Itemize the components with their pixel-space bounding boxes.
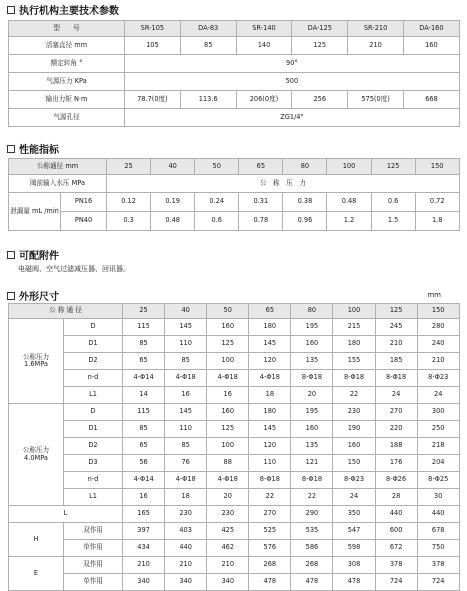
cell: 65: [239, 159, 283, 175]
cell: 525: [249, 523, 291, 540]
cell: 160: [333, 438, 375, 455]
section-title-dimensions: [7, 288, 59, 303]
cell: 30: [417, 489, 459, 506]
cell: PN16: [61, 193, 107, 212]
cell: 25: [123, 304, 165, 319]
row-label: 型 号: [9, 21, 125, 37]
checkbox-icon: [7, 292, 15, 300]
checkbox-icon: [7, 251, 15, 259]
row-label: n-d: [64, 370, 123, 387]
cell: 0.31: [239, 193, 283, 212]
cell: ZG1/4": [125, 109, 460, 127]
section-title-performance: [7, 141, 59, 156]
cell: 180: [249, 404, 291, 421]
cell: 20: [207, 489, 249, 506]
cell: DA-83: [180, 21, 236, 37]
row-label: 泄漏量 mL /min: [9, 193, 61, 231]
cell: 100: [207, 438, 249, 455]
group-4-0mpa: [9, 404, 460, 506]
cell: 210: [348, 37, 404, 55]
cell: DA-125: [292, 21, 348, 37]
cell: 150: [333, 455, 375, 472]
group-e: [9, 557, 460, 591]
table-row: [9, 109, 460, 127]
cell: 280: [417, 319, 459, 336]
cell: 195: [291, 404, 333, 421]
row-label: D: [64, 319, 123, 336]
table-row: [9, 336, 460, 353]
cell: 22: [291, 489, 333, 506]
cell: 535: [291, 523, 333, 540]
row-label: 气源压力 KPa: [9, 73, 125, 91]
cell: 440: [417, 506, 459, 523]
cell: 500: [125, 73, 460, 91]
cell: 85: [165, 438, 207, 455]
cell: 478: [249, 574, 291, 591]
section-title-text: 执行机构主要技术参数: [19, 6, 119, 17]
row-label: 活塞直径 mm: [9, 37, 125, 55]
cell: 105: [125, 37, 181, 55]
cell: SR-105: [125, 21, 181, 37]
table-row: [9, 159, 460, 175]
cell: 180: [333, 336, 375, 353]
cell: 478: [333, 574, 375, 591]
unit-label: mm: [427, 291, 441, 299]
table-row: [9, 540, 460, 557]
cell: 78.7(0度): [125, 91, 181, 109]
cell: 145: [249, 336, 291, 353]
cell: 110: [249, 455, 291, 472]
cell: 4-Φ18: [165, 472, 207, 489]
cell: 340: [207, 574, 249, 591]
cell: 340: [123, 574, 165, 591]
dimensions-table: [8, 303, 460, 591]
cell: 80: [291, 304, 333, 319]
cell: PN40: [61, 212, 107, 231]
cell: 8-Φ18: [333, 370, 375, 387]
cell: 160: [291, 336, 333, 353]
row-label: L1: [64, 489, 123, 506]
cell: 210: [207, 557, 249, 574]
cell: 145: [165, 404, 207, 421]
cell: 397: [123, 523, 165, 540]
table-row: [9, 489, 460, 506]
cell: 65: [249, 304, 291, 319]
cell: 0.78: [239, 212, 283, 231]
group-h: [9, 523, 460, 557]
cell: 176: [375, 455, 417, 472]
row-label: n-d: [64, 472, 123, 489]
cell: 250: [417, 421, 459, 438]
cell: 4-Φ14: [123, 370, 165, 387]
cell: 204: [417, 455, 459, 472]
group-label: E: [9, 557, 64, 591]
row-label: 单作用: [64, 540, 123, 557]
cell: 462: [207, 540, 249, 557]
cell: 28: [375, 489, 417, 506]
cell: 18: [165, 489, 207, 506]
row-label: 公称通径 mm: [9, 159, 107, 175]
cell: 85: [165, 353, 207, 370]
cell: 1.2: [327, 212, 371, 231]
cell: 308: [333, 557, 375, 574]
cell: 210: [375, 336, 417, 353]
cell: 115: [123, 319, 165, 336]
cell: 586: [291, 540, 333, 557]
cell: 76: [165, 455, 207, 472]
cell: 0.96: [283, 212, 327, 231]
cell: 185: [375, 353, 417, 370]
cell: 85: [123, 336, 165, 353]
cell: 80: [283, 159, 327, 175]
cell: 0.12: [107, 193, 151, 212]
cell: 16: [123, 489, 165, 506]
cell: 425: [207, 523, 249, 540]
table-row: [9, 404, 460, 421]
cell: 547: [333, 523, 375, 540]
cell: 140: [236, 37, 292, 55]
table-row: [9, 574, 460, 591]
cell: 8-Φ26: [375, 472, 417, 489]
cell: 165: [123, 506, 165, 523]
cell: 110: [165, 421, 207, 438]
row-label: L: [9, 506, 123, 523]
row-label: 额定转角 °: [9, 55, 125, 73]
cell: 378: [417, 557, 459, 574]
table-row: [9, 55, 460, 73]
group-1-6mpa: [9, 319, 460, 404]
table-row: [9, 319, 460, 336]
cell: 188: [375, 438, 417, 455]
cell: 8-Φ18: [249, 472, 291, 489]
cell: 14: [123, 387, 165, 404]
cell: 268: [249, 557, 291, 574]
cell: 0.6: [195, 212, 239, 231]
cell: 672: [375, 540, 417, 557]
cell: 20: [291, 387, 333, 404]
cell: 245: [375, 319, 417, 336]
cell: 206(0度): [236, 91, 292, 109]
cell: 750: [417, 540, 459, 557]
cell: 125: [371, 159, 415, 175]
cell: 1.8: [415, 212, 459, 231]
cell: 145: [249, 421, 291, 438]
cell: 24: [333, 489, 375, 506]
cell: 1.5: [371, 212, 415, 231]
cell: 215: [333, 319, 375, 336]
cell: 0.6: [371, 193, 415, 212]
cell: 668: [403, 91, 459, 109]
table-row: [9, 472, 460, 489]
table-row: [9, 21, 460, 37]
row-label: 阀前输入水压 MPa: [9, 175, 107, 193]
accessories-text: 电磁阀、空气过滤减压器、回讯器。: [18, 265, 130, 273]
cell: 8-Φ18: [291, 472, 333, 489]
cell: 40: [151, 159, 195, 175]
table-row: [9, 421, 460, 438]
cell: 110: [165, 336, 207, 353]
cell: 210: [417, 353, 459, 370]
cell: 120: [249, 438, 291, 455]
performance-table: [8, 158, 460, 231]
cell: 100: [327, 159, 371, 175]
cell: 8-Φ25: [417, 472, 459, 489]
cell: 85: [123, 421, 165, 438]
cell: 100: [333, 304, 375, 319]
table-row: [9, 353, 460, 370]
group-label: H: [9, 523, 64, 557]
checkbox-icon: [7, 145, 15, 153]
cell: 4-Φ14: [123, 472, 165, 489]
cell: 24: [417, 387, 459, 404]
cell: 22: [333, 387, 375, 404]
group-label: 公称压力 1.6MPa: [9, 319, 64, 404]
section-title-text: 外形尺寸: [19, 292, 59, 303]
cell: 256: [292, 91, 348, 109]
cell: 270: [249, 506, 291, 523]
actuator-spec-table: [8, 20, 460, 127]
cell: 598: [333, 540, 375, 557]
cell: 240: [417, 336, 459, 353]
cell: 125: [375, 304, 417, 319]
table-row: [9, 212, 460, 231]
cell: 22: [249, 489, 291, 506]
cell: 88: [207, 455, 249, 472]
section-title-accessories: [7, 247, 59, 262]
cell: 678: [417, 523, 459, 540]
cell: 210: [123, 557, 165, 574]
cell: DA-160: [403, 21, 459, 37]
cell: 115: [123, 404, 165, 421]
cell: 230: [333, 404, 375, 421]
cell: 50: [195, 159, 239, 175]
cell: 0.24: [195, 193, 239, 212]
table-row: [9, 387, 460, 404]
row-label: D2: [64, 353, 123, 370]
cell: 121: [291, 455, 333, 472]
cell: 403: [165, 523, 207, 540]
cell: 220: [375, 421, 417, 438]
cell: 724: [417, 574, 459, 591]
row-label: D3: [64, 455, 123, 472]
cell: 440: [375, 506, 417, 523]
cell: 190: [333, 421, 375, 438]
table-row: [9, 506, 460, 523]
section-title-actuator: [7, 2, 119, 17]
cell: 155: [333, 353, 375, 370]
cell: 65: [123, 438, 165, 455]
table-row: [9, 523, 460, 540]
cell: 135: [291, 353, 333, 370]
cell: 290: [291, 506, 333, 523]
cell: 24: [375, 387, 417, 404]
table-row: [9, 73, 460, 91]
cell: 125: [207, 336, 249, 353]
table-row: [9, 370, 460, 387]
cell: 0.3: [107, 212, 151, 231]
cell: 230: [207, 506, 249, 523]
group-l: [9, 506, 460, 523]
cell: 0.19: [151, 193, 195, 212]
table-row: [9, 304, 460, 319]
row-label: D1: [64, 421, 123, 438]
cell: 125: [207, 421, 249, 438]
cell: 0.38: [283, 193, 327, 212]
cell: 150: [417, 304, 459, 319]
cell: 210: [165, 557, 207, 574]
cell: 16: [165, 387, 207, 404]
table-row: [9, 37, 460, 55]
group-label: 公称压力 4.0MPa: [9, 404, 64, 506]
cell: 8-Φ23: [417, 370, 459, 387]
table-row: [9, 193, 460, 212]
cell: 113.6: [180, 91, 236, 109]
cell: 440: [165, 540, 207, 557]
cell: 公 称 压 力: [107, 175, 460, 193]
row-label: 双作用: [64, 523, 123, 540]
cell: 0.48: [327, 193, 371, 212]
cell: 340: [165, 574, 207, 591]
table-row: [9, 175, 460, 193]
table-row: [9, 455, 460, 472]
cell: 65: [123, 353, 165, 370]
cell: 160: [207, 404, 249, 421]
cell: 120: [249, 353, 291, 370]
cell: 195: [291, 319, 333, 336]
cell: 150: [415, 159, 459, 175]
cell: 100: [207, 353, 249, 370]
row-label: 输出力矩 N·m: [9, 91, 125, 109]
cell: 4-Φ18: [165, 370, 207, 387]
cell: 350: [333, 506, 375, 523]
cell: 4-Φ18: [249, 370, 291, 387]
cell: 0.72: [415, 193, 459, 212]
row-label: 双作用: [64, 557, 123, 574]
cell: 600: [375, 523, 417, 540]
cell: 56: [123, 455, 165, 472]
cell: 218: [417, 438, 459, 455]
cell: 180: [249, 319, 291, 336]
cell: 135: [291, 438, 333, 455]
cell: 268: [291, 557, 333, 574]
cell: 434: [123, 540, 165, 557]
table-row: [9, 557, 460, 574]
cell: 0.48: [151, 212, 195, 231]
cell: SR-210: [348, 21, 404, 37]
checkbox-icon: [7, 6, 15, 14]
table-row: [9, 91, 460, 109]
row-label: D1: [64, 336, 123, 353]
row-label: L1: [64, 387, 123, 404]
cell: SR-140: [236, 21, 292, 37]
cell: 145: [165, 319, 207, 336]
cell: 4-Φ18: [207, 370, 249, 387]
cell: 125: [292, 37, 348, 55]
cell: 8-Φ18: [291, 370, 333, 387]
cell: 85: [180, 37, 236, 55]
cell: 300: [417, 404, 459, 421]
cell: 25: [107, 159, 151, 175]
cell: 4-Φ18: [207, 472, 249, 489]
cell: 16: [207, 387, 249, 404]
cell: 724: [375, 574, 417, 591]
section-title-text: 可配附件: [19, 251, 59, 262]
row-label: 公 称 通 径: [9, 304, 123, 319]
cell: 160: [291, 421, 333, 438]
table-row: [9, 438, 460, 455]
cell: 40: [165, 304, 207, 319]
cell: 18: [249, 387, 291, 404]
cell: 270: [375, 404, 417, 421]
cell: 160: [207, 319, 249, 336]
cell: 478: [291, 574, 333, 591]
cell: 90°: [125, 55, 460, 73]
section-title-text: 性能指标: [19, 145, 59, 156]
cell: 378: [375, 557, 417, 574]
cell: 576: [249, 540, 291, 557]
row-label: D2: [64, 438, 123, 455]
row-label: D: [64, 404, 123, 421]
cell: 8-Φ18: [375, 370, 417, 387]
cell: 575(0度): [348, 91, 404, 109]
cell: 50: [207, 304, 249, 319]
cell: 8-Φ23: [333, 472, 375, 489]
row-label: 气源孔径: [9, 109, 125, 127]
cell: 230: [165, 506, 207, 523]
row-label: 单作用: [64, 574, 123, 591]
cell: 160: [403, 37, 459, 55]
